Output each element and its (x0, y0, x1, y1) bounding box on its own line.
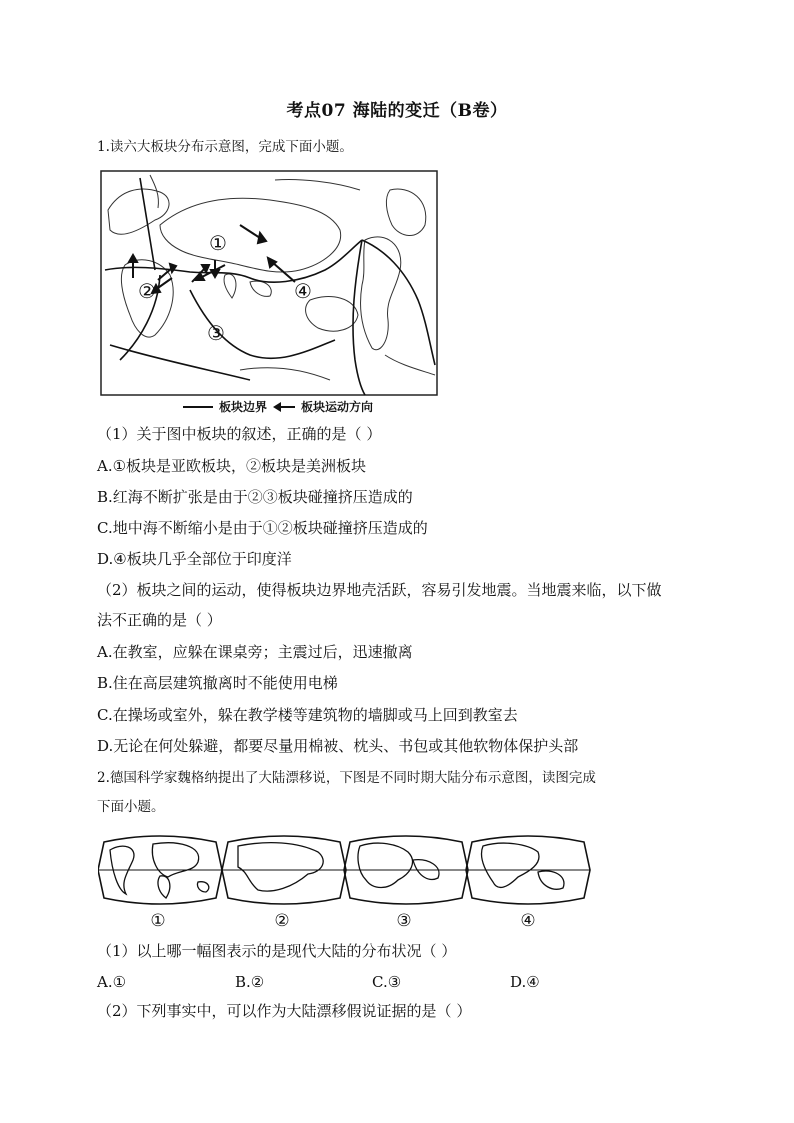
question-2-stem-line2: 下面小题。 (97, 799, 165, 815)
question-1-2-option-a: A.在教室，应躲在课桌旁；主震过后，迅速撤离 (97, 643, 413, 661)
question-2-2-stem: （2）下列事实中，可以作为大陆漂移假说证据的是（ ） (97, 1002, 472, 1020)
question-1-2-option-d: D.无论在何处躲避，都要尽量用棉被、枕头、书包或其他软物体保护头部 (97, 737, 579, 755)
plate-map (100, 170, 438, 396)
question-2-1-option-b: B.② (235, 973, 265, 991)
question-1-2-stem-line1: （2）板块之间的运动，使得板块边界地壳活跃，容易引发地震。当地震来临，以下做 (97, 581, 662, 599)
question-1-stem: 1.读六大板块分布示意图，完成下面小题。 (97, 139, 353, 155)
drift-map-label-2: ② (274, 911, 290, 931)
question-2-1-option-c: C.③ (372, 973, 402, 991)
legend-direction-label: 板块运动方向 (301, 400, 374, 414)
question-1-2-option-c: C.在操场或室外，躲在教学楼等建筑物的墙脚或马上回到教室去 (97, 706, 518, 724)
question-1-1-option-a: A.①板块是亚欧板块，②板块是美洲板块 (97, 457, 367, 475)
map-legend (183, 398, 373, 415)
plate-label-2: ② (138, 279, 156, 303)
drift-map-label-3: ③ (396, 911, 412, 931)
plate-label-1: ① (209, 231, 227, 255)
drift-map-label-4: ④ (520, 911, 536, 931)
direction-arrow-icon (273, 402, 295, 412)
question-2-stem-line1: 2.德国科学家魏格纳提出了大陆漂移说，下图是不同时期大陆分布示意图，读图完成 (97, 770, 596, 786)
question-1-1-option-c: C.地中海不断缩小是由于①②板块碰撞挤压造成的 (97, 519, 428, 537)
question-1-2-stem-line2: 法不正确的是（ ） (97, 611, 222, 629)
question-2-1-option-d: D.④ (510, 973, 540, 991)
question-2-1-option-a: A.① (97, 973, 127, 991)
question-2-1-stem: （1）以上哪一幅图表示的是现代大陆的分布状况（ ） (97, 942, 457, 960)
question-1-1-option-d: D.④板块几乎全部位于印度洋 (97, 550, 292, 568)
plate-label-4: ④ (294, 279, 312, 303)
drift-map-label-1: ① (150, 911, 166, 931)
legend-boundary-label: 板块边界 (219, 400, 268, 414)
page-title: 考点07 海陆的变迁（B卷） (286, 101, 508, 121)
continental-drift-maps (98, 832, 596, 932)
question-1-1-option-b: B.红海不断扩张是由于②③板块碰撞挤压造成的 (97, 488, 413, 506)
question-1-1-stem: （1）关于图中板块的叙述，正确的是（ ） (97, 425, 382, 443)
boundary-line-symbol (183, 406, 213, 408)
plate-label-3: ③ (207, 321, 225, 345)
question-1-2-option-b: B.住在高层建筑撤离时不能使用电梯 (97, 674, 338, 692)
